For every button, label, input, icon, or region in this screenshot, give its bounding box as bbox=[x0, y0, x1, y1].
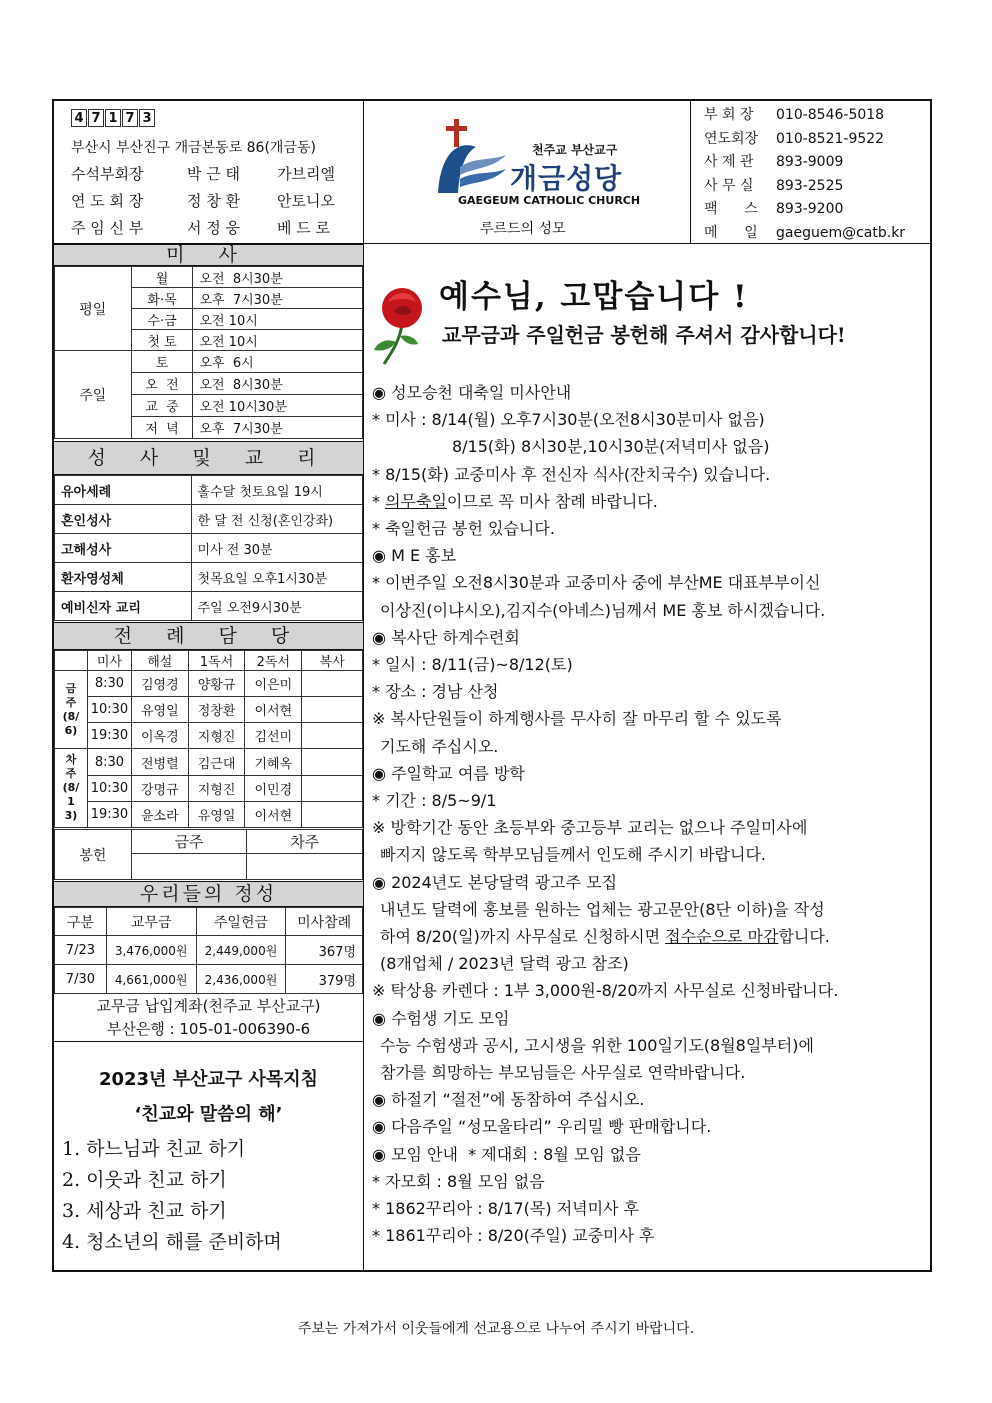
mass-day: 교 중 bbox=[131, 395, 193, 417]
bullet-icon: ◉ bbox=[372, 1144, 386, 1164]
mass-time: 오전 10시 bbox=[193, 309, 363, 330]
bullet-icon: ◉ bbox=[372, 546, 386, 566]
liturgy-cell: 8:30 bbox=[87, 671, 131, 697]
week-label: 금주(8/6) bbox=[55, 671, 88, 749]
liturgy-cell: 윤소라 bbox=[131, 802, 188, 828]
contact-list bbox=[704, 104, 929, 245]
staff-role: 주 임 신 부 bbox=[71, 219, 144, 237]
guideline-subtitle: ‘친교와 말씀의 해’ bbox=[134, 1104, 283, 1125]
guideline-item: 1. 하느님과 친교 하기 bbox=[62, 1138, 246, 1160]
guideline-title: 2023년 부산교구 사목지침 bbox=[98, 1069, 319, 1090]
staff-baptismal: 안토니오 bbox=[277, 192, 335, 210]
donation-cell: 2,436,000원 bbox=[196, 965, 286, 994]
sacraments-section-header: 성 사 및 교 리 bbox=[54, 441, 363, 475]
column-divider bbox=[363, 101, 364, 1272]
liturgy-cell: 이옥경 bbox=[131, 723, 188, 749]
liturgy-cell: 지형진 bbox=[188, 776, 245, 802]
staff-row bbox=[71, 217, 330, 238]
liturgy-cell: 19:30 bbox=[87, 802, 131, 828]
column-header: 교무금 bbox=[106, 908, 196, 936]
bullet-icon: ◉ bbox=[372, 383, 386, 402]
contact-row: 연도회장 010-8521-9522 bbox=[704, 130, 885, 147]
liturgy-section-header: 전 례 담 당 bbox=[54, 622, 363, 650]
bulletin-frame bbox=[52, 99, 932, 1272]
mass-table bbox=[54, 266, 363, 439]
liturgy-cell: 이민경 bbox=[245, 776, 302, 802]
column-header: 2독서 bbox=[245, 651, 302, 671]
mass-time: 오후 7시30분 bbox=[193, 417, 363, 439]
postcode-digit: 1 bbox=[105, 109, 121, 127]
liturgy-cell: 양황규 bbox=[188, 671, 245, 697]
notice-heading: ◉ 다음주일 “성모울타리” 우리밀 빵 판매합니다. bbox=[372, 1117, 712, 1137]
staff-baptismal: 가브리엘 bbox=[277, 165, 335, 183]
notice-line: ※ 탁상용 카렌다 : 1부 3,000원-8/20까지 사무실로 신청바랍니다. bbox=[372, 981, 839, 1001]
guideline-item: 3. 세상과 친교 하기 bbox=[62, 1200, 227, 1222]
notice-line: 내년도 달력에 홍보를 원하는 업체는 광고문안(8단 이하)을 작성 bbox=[380, 899, 825, 919]
staff-role: 수석부회장 bbox=[71, 165, 144, 183]
offering-label: 봉헌 bbox=[55, 830, 132, 880]
weekday-label: 평일 bbox=[55, 267, 132, 351]
contact-row: 팩 스 893-9200 bbox=[704, 201, 844, 217]
notice-line: ※ 복사단원들이 하계행사를 무사히 잘 마무리 할 수 있도록 bbox=[372, 709, 782, 729]
bullet-icon: ◉ bbox=[372, 1008, 386, 1028]
liturgy-cell bbox=[302, 749, 363, 776]
column-header: 미사참례 bbox=[286, 908, 363, 936]
notice-heading: ◉ 하절기 “절전”에 동참하여 주십시오. bbox=[372, 1090, 645, 1110]
staff-role: 연 도 회 장 bbox=[71, 192, 144, 210]
notices bbox=[372, 379, 928, 1250]
rose-icon bbox=[372, 284, 428, 366]
contact-row: 사 제 관 893-9009 bbox=[704, 154, 844, 170]
notice-line: * 1861꾸리아 : 8/20(주일) 교중미사 후 bbox=[372, 1226, 655, 1246]
donation-cell: 4,661,000원 bbox=[106, 965, 196, 994]
liturgy-cell bbox=[302, 802, 363, 828]
notice-line: (8개업체 / 2023년 달력 광고 참조) bbox=[380, 954, 629, 974]
account-title: 교무금 납입계좌(천주교 부산교구) bbox=[96, 997, 321, 1015]
staff-name: 서 정 웅 bbox=[187, 219, 241, 237]
offering-cell bbox=[247, 854, 363, 880]
liturgy-cell bbox=[302, 671, 363, 697]
column-header: 주일헌금 bbox=[196, 908, 286, 936]
church-logo bbox=[430, 117, 510, 197]
liturgy-cell: 기혜옥 bbox=[245, 749, 302, 776]
mass-time: 오전 10시 bbox=[193, 330, 363, 351]
postcode-digit: 7 bbox=[88, 109, 104, 127]
bullet-icon: ◉ bbox=[372, 1090, 386, 1110]
cross-church-icon bbox=[430, 117, 510, 199]
postcode-digit: 3 bbox=[139, 109, 155, 127]
liturgy-cell: 이은미 bbox=[245, 671, 302, 697]
liturgy-cell bbox=[302, 723, 363, 749]
staff-row bbox=[71, 163, 335, 184]
notice-line: * 자모회 : 8월 모임 없음 bbox=[372, 1171, 545, 1191]
column-header: 해설 bbox=[131, 651, 188, 671]
contact-row: 사 무 실 893-2525 bbox=[704, 177, 844, 194]
liturgy-cell: 정창환 bbox=[188, 697, 245, 723]
mass-day: 토 bbox=[131, 351, 193, 373]
notice-heading: ◉ 모임 안내 * 제대회 : 8월 모임 없음 bbox=[372, 1144, 641, 1164]
postcode-digit: 4 bbox=[71, 109, 87, 127]
column-header: 복사 bbox=[302, 651, 363, 671]
liturgy-cell: 김근대 bbox=[188, 749, 245, 776]
church-name: 개금성당 bbox=[510, 162, 623, 195]
guideline-item: 4. 청소년의 해를 준비하며 bbox=[62, 1231, 282, 1253]
mass-day: 저 녁 bbox=[131, 417, 193, 439]
mass-section-header: 미 사 bbox=[54, 244, 363, 266]
liturgy-cell bbox=[302, 697, 363, 723]
notice-line: 기도해 주십시오. bbox=[380, 736, 499, 756]
liturgy-cell: 유영일 bbox=[131, 697, 188, 723]
liturgy-cell: 이서현 bbox=[245, 697, 302, 723]
notice-heading: ◉ 수험생 기도 모임 bbox=[372, 1008, 510, 1028]
sacrament-value: 홀수달 첫토요일 19시 bbox=[191, 476, 362, 505]
notice-heading: ◉ 2024년도 본당달력 광고주 모집 bbox=[372, 872, 618, 892]
header-divider bbox=[690, 101, 691, 243]
column-header: 1독서 bbox=[188, 651, 245, 671]
notice-heading: ◉ 주일학교 여름 방학 bbox=[372, 763, 525, 783]
sacrament-value: 미사 전 30분 bbox=[191, 534, 362, 563]
notice-line: * 일시 : 8/11(금)~8/12(토) bbox=[372, 655, 573, 675]
diocese-name: 천주교 부산교구 bbox=[532, 143, 618, 157]
column-header: 구분 bbox=[55, 908, 107, 936]
notice-line: 참가를 희망하는 부모님들은 사무실로 연락바랍니다. bbox=[380, 1063, 746, 1083]
notice-line: * 미사 : 8/14(월) 오후7시30분(오전8시30분미사 없음) bbox=[372, 410, 765, 430]
notice-line: 수능 수험생과 공시, 고시생을 위한 100일기도(8월8일부터)에 bbox=[380, 1035, 814, 1055]
mass-day: 화·목 bbox=[131, 288, 193, 309]
liturgy-cell: 김영경 bbox=[131, 671, 188, 697]
week-label: 차주(8/13) bbox=[55, 749, 88, 828]
account-number: 부산은행 : 105-01-006390-6 bbox=[106, 1020, 311, 1038]
liturgy-cell bbox=[302, 776, 363, 802]
notice-line: * 이번주일 오전8시30분과 교중미사 중에 부산ME 대표부부이신 bbox=[372, 573, 821, 593]
sacrament-name: 혼인성사 bbox=[55, 505, 192, 534]
donations-section-header: 우리들의 정성 bbox=[54, 881, 363, 907]
offering-cell bbox=[131, 854, 247, 880]
rose-image bbox=[372, 284, 428, 366]
contact-row: 부 회 장 010-8546-5018 bbox=[704, 107, 885, 123]
guideline-item: 2. 이웃과 친교 하기 bbox=[62, 1169, 227, 1191]
notice-line: 이상진(이냐시오),김지수(아녜스)님께서 ME 홍보 하시겠습니다. bbox=[380, 600, 826, 620]
church-tagline: 루르드의 성모 bbox=[480, 221, 566, 237]
notice-heading: ◉ 복사단 하계수련회 bbox=[372, 627, 520, 647]
sacrament-value: 첫목요일 오후1시30분 bbox=[191, 563, 362, 592]
liturgy-cell: 19:30 bbox=[87, 723, 131, 749]
staff-name: 박 근 태 bbox=[187, 165, 241, 183]
sacrament-name: 예비신자 교리 bbox=[55, 592, 192, 621]
offering-column: 금주 bbox=[131, 830, 247, 854]
donations-table bbox=[54, 907, 363, 994]
notice-heading: ◉ M E 홍보 bbox=[372, 546, 457, 566]
mass-day: 월 bbox=[131, 267, 193, 288]
donation-cell: 3,476,000원 bbox=[106, 936, 196, 965]
thanks-title: 예수님, 고맙습니다 ! bbox=[439, 279, 749, 315]
notice-line: * 축일헌금 봉헌 있습니다. bbox=[372, 519, 555, 539]
mass-day: 오 전 bbox=[131, 373, 193, 395]
mass-time: 오전 8시30분 bbox=[193, 267, 363, 288]
contact-row: 메 일 gaeguem@catb.kr bbox=[704, 224, 906, 241]
notice-line: 하여 8/20(일)까지 사무실로 신청하시면 접수순으로 마감합니다. bbox=[380, 927, 830, 947]
donation-cell: 367명 bbox=[286, 936, 363, 965]
staff-row bbox=[71, 190, 335, 211]
liturgy-cell: 전병렬 bbox=[131, 749, 188, 776]
notice-line: ※ 방학기간 동안 초등부와 중고등부 교리는 없으나 주일미사에 bbox=[372, 818, 808, 838]
donation-cell: 2,449,000원 bbox=[196, 936, 286, 965]
donation-cell: 7/23 bbox=[55, 936, 107, 965]
sacrament-name: 유아세례 bbox=[55, 476, 192, 505]
bullet-icon: ◉ bbox=[372, 1117, 386, 1137]
liturgy-table bbox=[54, 650, 363, 828]
liturgy-cell: 강명규 bbox=[131, 776, 188, 802]
bullet-icon: ◉ bbox=[372, 763, 386, 783]
liturgy-cell: 이서현 bbox=[245, 802, 302, 828]
notice-line: * 장소 : 경남 산청 bbox=[372, 682, 499, 702]
sacrament-value: 주일 오전9시30분 bbox=[191, 592, 362, 621]
notice-line: * 1862꾸리아 : 8/17(목) 저녁미사 후 bbox=[372, 1199, 640, 1219]
postcode bbox=[71, 109, 155, 127]
address: 부산시 부산진구 개금본동로 86(개금동) bbox=[71, 140, 316, 156]
offering-table bbox=[54, 829, 363, 880]
liturgy-cell: 유영일 bbox=[188, 802, 245, 828]
mass-time: 오후 6시 bbox=[193, 351, 363, 373]
notice-line: 빠지지 않도록 학부모님들께서 인도해 주시기 바랍니다. bbox=[380, 845, 767, 865]
donation-cell: 379명 bbox=[286, 965, 363, 994]
postcode-digit: 7 bbox=[122, 109, 138, 127]
mass-time: 오전 10시30분 bbox=[193, 395, 363, 417]
notice-line: 8/15(화) 8시30분,10시30분(저녁미사 없음) bbox=[452, 437, 770, 457]
notice-line: * 기간 : 8/5~9/1 bbox=[372, 791, 497, 811]
offering-column: 차주 bbox=[247, 830, 363, 854]
liturgy-cell: 김선미 bbox=[245, 723, 302, 749]
sacraments-table bbox=[54, 475, 363, 621]
mass-time: 오전 8시30분 bbox=[193, 373, 363, 395]
liturgy-cell: 10:30 bbox=[87, 776, 131, 802]
liturgy-cell: 8:30 bbox=[87, 749, 131, 776]
bullet-icon: ◉ bbox=[372, 627, 386, 647]
mass-day: 첫 토 bbox=[131, 330, 193, 351]
staff-baptismal: 베 드 로 bbox=[277, 219, 331, 237]
notice-heading: ◉ 성모승천 대축일 미사안내 bbox=[372, 383, 572, 402]
bullet-icon: ◉ bbox=[372, 872, 386, 892]
notice-line: * 의무축일이므로 꼭 미사 참례 바랍니다. bbox=[372, 491, 658, 511]
church-english-name: GAEGEUM CATHOLIC CHURCH bbox=[458, 194, 641, 207]
notice-line: * 8/15(화) 교중미사 후 전신자 식사(잔치국수) 있습니다. bbox=[372, 464, 771, 484]
staff-name: 정 창 환 bbox=[187, 192, 241, 210]
mass-time: 오후 7시30분 bbox=[193, 288, 363, 309]
liturgy-cell: 10:30 bbox=[87, 697, 131, 723]
column-header: 미사 bbox=[87, 651, 131, 671]
sacrament-name: 고해성사 bbox=[55, 534, 192, 563]
footer-note: 주보는 가져가서 이웃들에게 선교용으로 나누어 주시기 바랍니다. bbox=[297, 1321, 695, 1337]
sacrament-value: 한 달 전 신청(혼인강좌) bbox=[191, 505, 362, 534]
mass-day: 수·금 bbox=[131, 309, 193, 330]
sacrament-name: 환자영성체 bbox=[55, 563, 192, 592]
section-divider bbox=[54, 1041, 363, 1042]
thanks-subtitle: 교무금과 주일헌금 봉헌해 주셔서 감사합니다! bbox=[442, 323, 846, 347]
liturgy-cell: 지형진 bbox=[188, 723, 245, 749]
sunday-label: 주일 bbox=[55, 351, 132, 439]
donation-cell: 7/30 bbox=[55, 965, 107, 994]
